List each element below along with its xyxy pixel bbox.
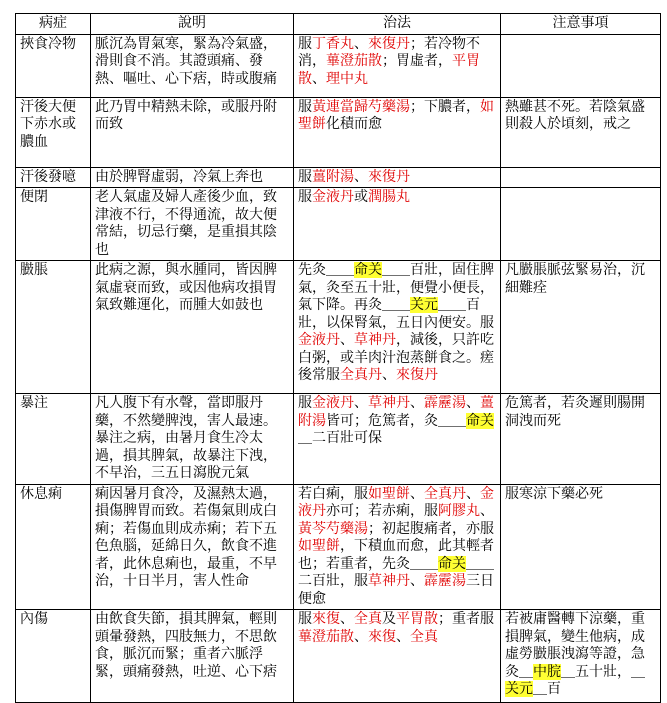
table-row bbox=[16, 610, 661, 703]
notes-cell bbox=[501, 261, 661, 394]
text-run: ；初起腹痛者，亦服 bbox=[368, 520, 494, 537]
text-run: 若被庸醫轉下涼藥，重損脾氣，變生他病，成虛勞臌脹洩瀉等證，急灸＿ bbox=[505, 611, 645, 680]
text-run: 或 bbox=[354, 189, 368, 205]
acupoint-highlight: 命关 bbox=[354, 262, 382, 278]
text-run: 熱雖甚不死。若陰氣盛則殺人於頃刻，戒之 bbox=[505, 98, 645, 132]
treatment-cell bbox=[294, 394, 501, 485]
remedy-name: 草神丹 bbox=[368, 573, 410, 589]
disease-table bbox=[15, 13, 661, 703]
explanation-cell: 凡人腹下有水聲，當即服丹藥，不然變脾洩，害人最速。暴注之病，由暑月食生冷太過，損其脾氣，故暴注下洩，不早治，三五日瀉脫元氣 bbox=[91, 394, 294, 485]
text-run: ＿百 bbox=[533, 681, 561, 697]
remedy-name: 黃芩芍藥湯 bbox=[298, 520, 368, 537]
remedy-name: 阿膠丸 bbox=[438, 503, 480, 519]
text-run: 、 bbox=[480, 503, 494, 519]
text-run: 、 bbox=[466, 485, 480, 502]
text-run: ；重者服 bbox=[438, 611, 494, 627]
text-run: 、 bbox=[466, 395, 480, 411]
remedy-name: 如聖餅 bbox=[368, 485, 410, 502]
remedy-name: 薑附湯 bbox=[298, 395, 494, 429]
remedy-name: 草神丹 bbox=[354, 332, 396, 348]
treatment-cell bbox=[294, 34, 501, 97]
treatment-cell bbox=[294, 97, 501, 167]
header-explanation: 說明 bbox=[91, 14, 294, 35]
acupoint-highlight: 命关 bbox=[466, 412, 494, 429]
text-run: ；下膿者， bbox=[410, 98, 480, 115]
remedy-name: 全真 bbox=[354, 611, 382, 627]
remedy-name: 理中丸 bbox=[326, 70, 368, 87]
text-run: 、 bbox=[312, 70, 326, 87]
header-row bbox=[16, 14, 661, 35]
text-run: 服 bbox=[298, 168, 312, 185]
remedy-name: 來復 bbox=[312, 611, 340, 627]
treatment-cell bbox=[294, 610, 501, 703]
remedy-name: 金液丹 bbox=[312, 395, 354, 411]
remedy-name: 黃連當歸芍藥湯 bbox=[312, 98, 410, 115]
text-run: 、 bbox=[340, 332, 354, 348]
treatment-cell bbox=[294, 261, 501, 394]
text-run: 化積而愈 bbox=[326, 116, 382, 132]
text-run: 、 bbox=[354, 395, 368, 411]
symptom-cell: 便閉 bbox=[16, 188, 91, 261]
text-run: 、 bbox=[410, 485, 424, 502]
explanation-cell: 由於脾腎虛弱，冷氣上奔也 bbox=[91, 167, 294, 188]
remedy-name: 平胃散 bbox=[396, 611, 438, 627]
symptom-cell: 暴注 bbox=[16, 394, 91, 485]
remedy-name: 全真 bbox=[410, 628, 438, 645]
header-treatment: 治法 bbox=[294, 14, 501, 35]
symptom-cell: 汗後大便下赤水或膿血 bbox=[16, 97, 91, 167]
text-run: ；胃虛者， bbox=[382, 53, 452, 69]
notes-cell bbox=[501, 97, 661, 167]
text-run: ，下積血而愈，此其輕者也；若重者，先灸＿＿ bbox=[298, 538, 494, 572]
remedy-name: 丁香丸 bbox=[312, 35, 354, 52]
text-run: 亦可；若赤痢，服 bbox=[326, 503, 438, 519]
remedy-name: 來復丹 bbox=[368, 168, 410, 185]
text-run: 、 bbox=[354, 628, 368, 645]
table-row bbox=[16, 394, 661, 485]
header-symptom: 病症 bbox=[16, 14, 91, 35]
notes-cell bbox=[501, 34, 661, 97]
symptom-cell: 休息痢 bbox=[16, 484, 91, 610]
text-run: 、 bbox=[396, 628, 410, 645]
text-run: 、 bbox=[410, 395, 424, 411]
remedy-name: 金液丹 bbox=[298, 485, 494, 519]
explanation-cell: 由飲食失節，損其脾氣，輕則頭暈發熱，四肢無力，不思飲食，脈沉而緊；重者六脈浮緊，頭痛發熱，吐逆、心下痞 bbox=[91, 610, 294, 703]
text-run: 若白痢，服 bbox=[298, 485, 368, 502]
header-notes: 注意事項 bbox=[501, 14, 661, 35]
text-run: 先灸＿＿ bbox=[298, 262, 354, 278]
remedy-name: 草神丹 bbox=[368, 395, 410, 411]
table-row bbox=[16, 261, 661, 394]
text-run: ，減後，只許吃白粥，或羊肉汁泡蒸餅食之。瘥後常服 bbox=[298, 332, 494, 383]
acupoint-highlight: 关元 bbox=[505, 681, 533, 697]
remedy-name: 金液丹 bbox=[298, 332, 340, 348]
table-row bbox=[16, 167, 661, 188]
remedy-name: 來復丹 bbox=[368, 35, 410, 52]
remedy-name: 如聖餅 bbox=[298, 538, 340, 554]
notes-cell bbox=[501, 394, 661, 485]
text-run: 服 bbox=[298, 35, 312, 52]
notes-cell bbox=[501, 167, 661, 188]
text-run: ＿二百壯可保 bbox=[298, 430, 382, 446]
table-row bbox=[16, 188, 661, 261]
text-run: 、 bbox=[382, 367, 396, 383]
remedy-name: 潤腸丸 bbox=[368, 189, 410, 205]
text-run: 、 bbox=[354, 168, 368, 185]
acupoint-highlight: 命关 bbox=[438, 555, 466, 572]
text-run: 皆可；危篤者，灸＿＿ bbox=[326, 412, 466, 429]
explanation-cell: 老人氣虛及婦人產後少血，致津液不行，不得通流，故大便常結，切忌行藥，是重損其陰也 bbox=[91, 188, 294, 261]
remedy-name: 蓽澄茄散 bbox=[298, 628, 354, 645]
explanation-cell: 脈沉為胃氣寒，緊為冷氣盛，滑則食不消。其證頭痛、發熱、嘔吐、心下痞，時或腹痛 bbox=[91, 34, 294, 97]
text-run: ；若冷物不消， bbox=[298, 35, 480, 69]
notes-cell bbox=[501, 610, 661, 703]
text-run: ＿＿二百壯，服 bbox=[298, 555, 494, 589]
text-run: 及 bbox=[382, 611, 396, 627]
symptom-cell: 內傷 bbox=[16, 610, 91, 703]
explanation-cell: 此乃胃中精熱未除，或服丹附而致 bbox=[91, 97, 294, 167]
text-run: 三日便愈 bbox=[298, 573, 494, 607]
symptom-cell: 臌脹 bbox=[16, 261, 91, 394]
treatment-cell bbox=[294, 167, 501, 188]
notes-cell bbox=[501, 484, 661, 610]
treatment-cell bbox=[294, 188, 501, 261]
remedy-name: 金液丹 bbox=[312, 189, 354, 205]
remedy-name: 平胃散 bbox=[298, 53, 480, 87]
symptom-cell: 汗後發噫 bbox=[16, 167, 91, 188]
remedy-name: 如聖餅 bbox=[298, 98, 494, 132]
text-run: 危篤者，若灸遲則腸開洞洩而死 bbox=[505, 395, 645, 429]
text-run: ＿＿百壯，固住脾氣，灸至五十壯，便覺小便長，氣下降。再灸＿＿ bbox=[298, 262, 494, 313]
treatment-cell bbox=[294, 484, 501, 610]
explanation-cell: 痢因暑月食冷，及濕熱太過，損傷脾胃而致。若傷氣則成白痢；若傷血則成赤痢；若下五色魚腦，延綿日久，飲食不進者，此休息痢也，最重，不早治，十日半月，害人性命 bbox=[91, 484, 294, 610]
acupoint-highlight: 关元 bbox=[410, 297, 438, 313]
remedy-name: 霹靂湯 bbox=[424, 395, 466, 411]
text-run: 、 bbox=[410, 573, 424, 589]
acupoint-highlight: 中脘 bbox=[533, 663, 561, 680]
text-run: 服 bbox=[298, 395, 312, 411]
table-row bbox=[16, 484, 661, 610]
text-run: 凡臌脹脈弦緊易治，沉細難痊 bbox=[505, 262, 645, 296]
notes-cell bbox=[501, 188, 661, 261]
text-run: 服寒涼下藥必死 bbox=[505, 485, 603, 502]
symptom-cell: 挾食冷物 bbox=[16, 34, 91, 97]
table-row bbox=[16, 97, 661, 167]
text-run: 服 bbox=[298, 611, 312, 627]
remedy-name: 來復 bbox=[368, 628, 396, 645]
remedy-name: 來復丹 bbox=[396, 367, 438, 383]
text-run: ＿五十壯，＿ bbox=[561, 663, 645, 680]
remedy-name: 全真丹 bbox=[340, 367, 382, 383]
remedy-name: 霹靂湯 bbox=[424, 573, 466, 589]
explanation-cell: 此病之源，與水腫同，皆因脾氣虛衰而致，或因他病攻損胃氣致難運化，而腫大如鼓也 bbox=[91, 261, 294, 394]
text-run: ＿＿百壯，以保腎氣，五日內便安。服 bbox=[298, 297, 494, 331]
remedy-name: 蓽澄茄散 bbox=[326, 53, 382, 69]
remedy-name: 全真丹 bbox=[424, 485, 466, 502]
text-run: 服 bbox=[298, 98, 312, 115]
text-run: 、 bbox=[354, 35, 368, 52]
text-run: 、 bbox=[340, 611, 354, 627]
table-row bbox=[16, 34, 661, 97]
text-run: 服 bbox=[298, 189, 312, 205]
remedy-name: 薑附湯 bbox=[312, 168, 354, 185]
